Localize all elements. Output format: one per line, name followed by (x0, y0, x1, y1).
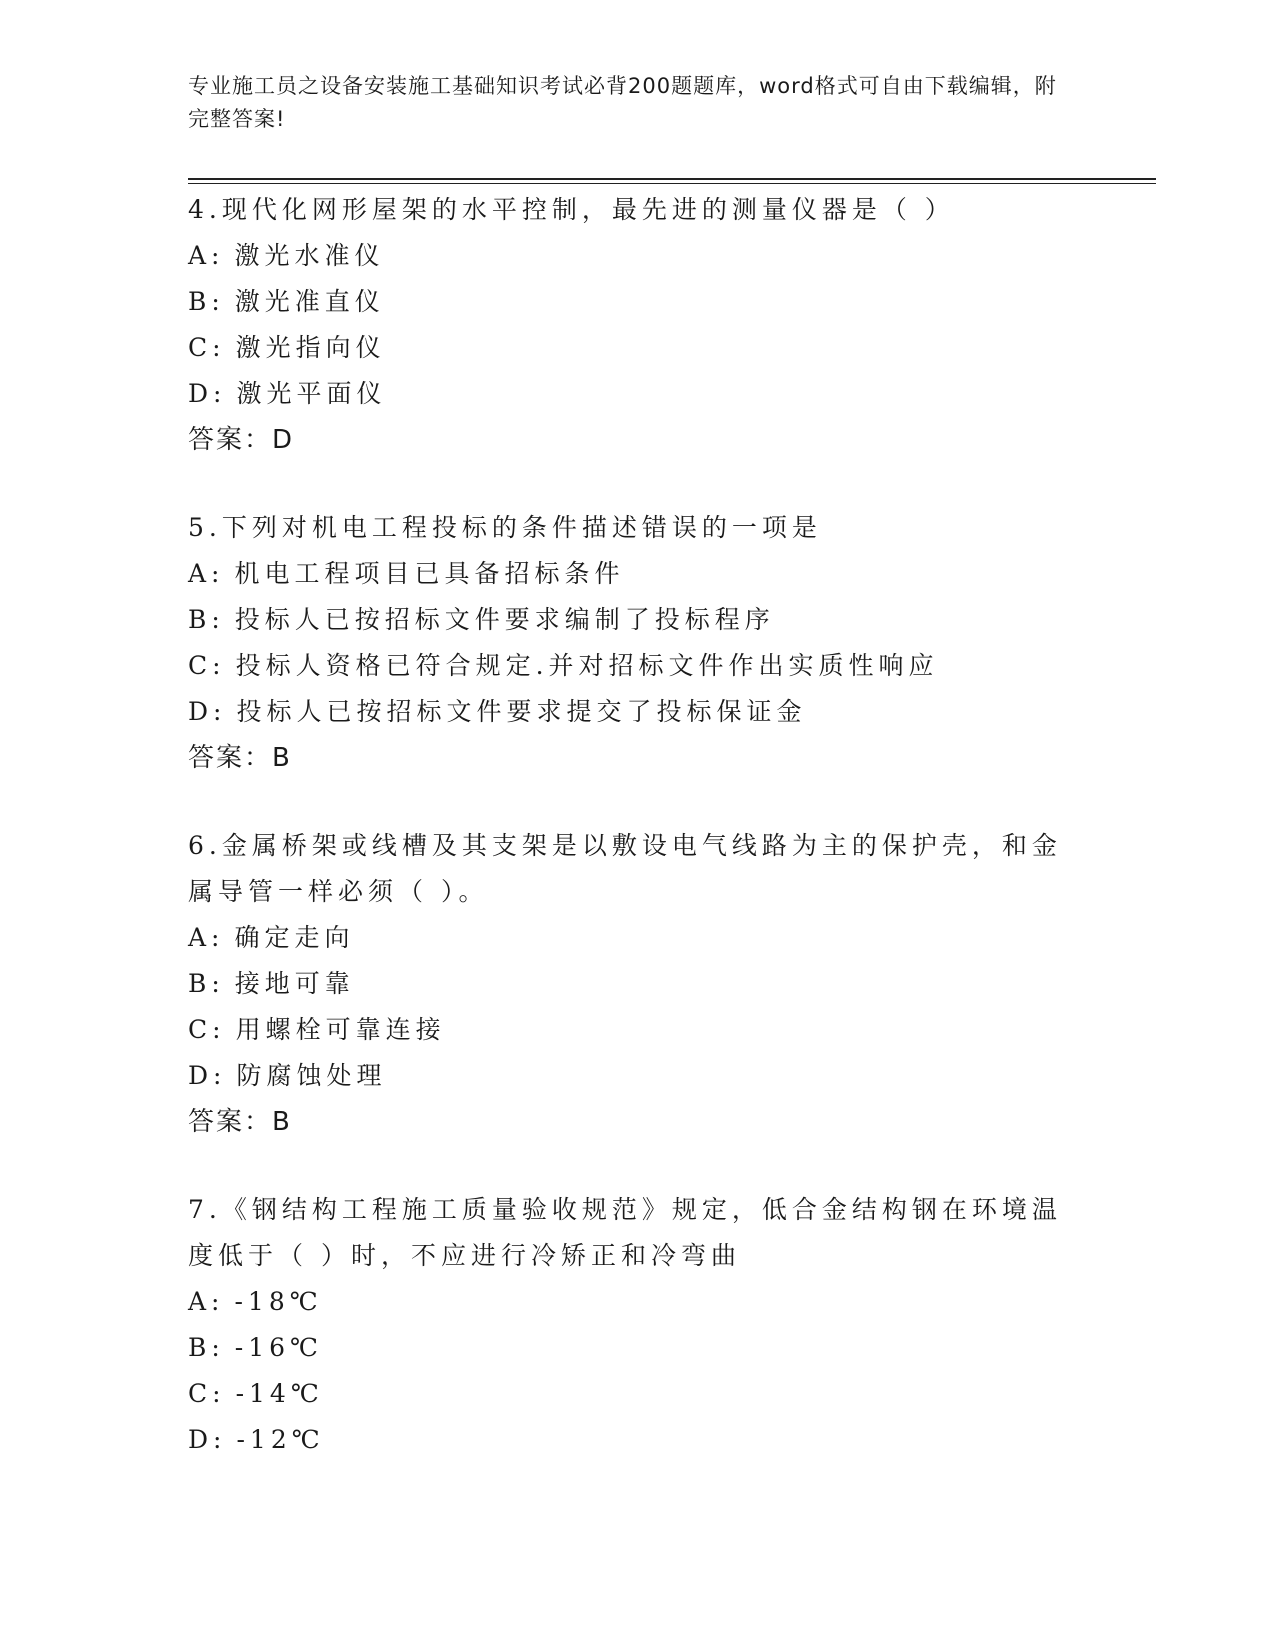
option-d (188, 371, 1088, 417)
option-d (188, 1053, 1088, 1099)
answer-label: 答案：B (188, 1107, 292, 1137)
option-key: D: (188, 379, 227, 408)
option-text: 激光准直仪 (234, 287, 385, 316)
option-c (188, 325, 1088, 371)
question-stem: 5.下列对机电工程投标的条件描述错误的一项是 (188, 513, 822, 542)
option-key: A: (188, 1287, 225, 1316)
option-text: -18℃ (234, 1287, 323, 1316)
option-text: 接地可靠 (234, 969, 355, 998)
option-d (188, 689, 1088, 735)
option-text: 确定走向 (234, 923, 355, 952)
option-key: A: (188, 559, 225, 588)
option-a (188, 915, 1088, 961)
option-text: 用螺栓可靠连接 (235, 1015, 446, 1044)
question-list (188, 187, 1088, 1505)
option-b (188, 279, 1088, 325)
option-key: B: (188, 969, 225, 998)
question-block (188, 823, 1088, 1145)
option-text: 投标人资格已符合规定.并对招标文件作出实质性响应 (235, 651, 939, 680)
option-key: B: (188, 1333, 225, 1362)
option-b (188, 597, 1088, 643)
option-key: C: (188, 1015, 226, 1044)
option-key: A: (188, 241, 225, 270)
option-a (188, 1279, 1088, 1325)
option-c (188, 1007, 1088, 1053)
option-text: 投标人已按招标文件要求编制了投标程序 (234, 605, 775, 634)
option-a (188, 551, 1088, 597)
option-key: D: (188, 1061, 227, 1090)
option-b (188, 1325, 1088, 1371)
option-key: B: (188, 605, 225, 634)
question-block (188, 505, 1088, 781)
option-key: D: (188, 1425, 227, 1454)
question-block (188, 1187, 1088, 1463)
option-key: B: (188, 287, 225, 316)
option-a (188, 233, 1088, 279)
option-text: 机电工程项目已具备招标条件 (234, 559, 625, 588)
option-text: 激光指向仪 (235, 333, 386, 362)
option-c (188, 643, 1088, 689)
document-header: 专业施工员之设备安装施工基础知识考试必背200题题库，word格式可自由下载编辑，附完整答案! (188, 74, 1057, 131)
option-c (188, 1371, 1088, 1417)
option-text: -16℃ (234, 1333, 324, 1362)
option-key: A: (188, 923, 225, 952)
option-d (188, 1417, 1088, 1463)
option-text: 防腐蚀处理 (236, 1061, 387, 1090)
question-stem: 4.现代化网形屋架的水平控制，最先进的测量仪器是（ ） (188, 195, 955, 224)
answer-label: 答案：D (188, 425, 295, 455)
option-key: C: (188, 651, 226, 680)
option-text: 投标人已按招标文件要求提交了投标保证金 (236, 697, 807, 726)
option-b (188, 961, 1088, 1007)
answer-label: 答案：B (188, 743, 292, 773)
header-divider-bottom (188, 183, 1156, 184)
option-key: D: (188, 697, 227, 726)
option-key: C: (188, 1379, 226, 1408)
question-block (188, 187, 1088, 463)
option-text: -14℃ (235, 1379, 324, 1408)
option-text: 激光平面仪 (236, 379, 387, 408)
question-stem: 6.金属桥架或线槽及其支架是以敷设电气线路为主的保护壳，和金属导管一样必须（ ）。 (188, 831, 1062, 906)
option-key: C: (188, 333, 226, 362)
option-text: 激光水准仪 (234, 241, 385, 270)
option-text: -12℃ (236, 1425, 325, 1454)
header-divider-top (188, 178, 1156, 180)
question-stem: 7.《钢结构工程施工质量验收规范》规定，低合金结构钢在环境温度低于（ ）时，不应进行冷矫正和冷弯曲 (188, 1195, 1062, 1270)
